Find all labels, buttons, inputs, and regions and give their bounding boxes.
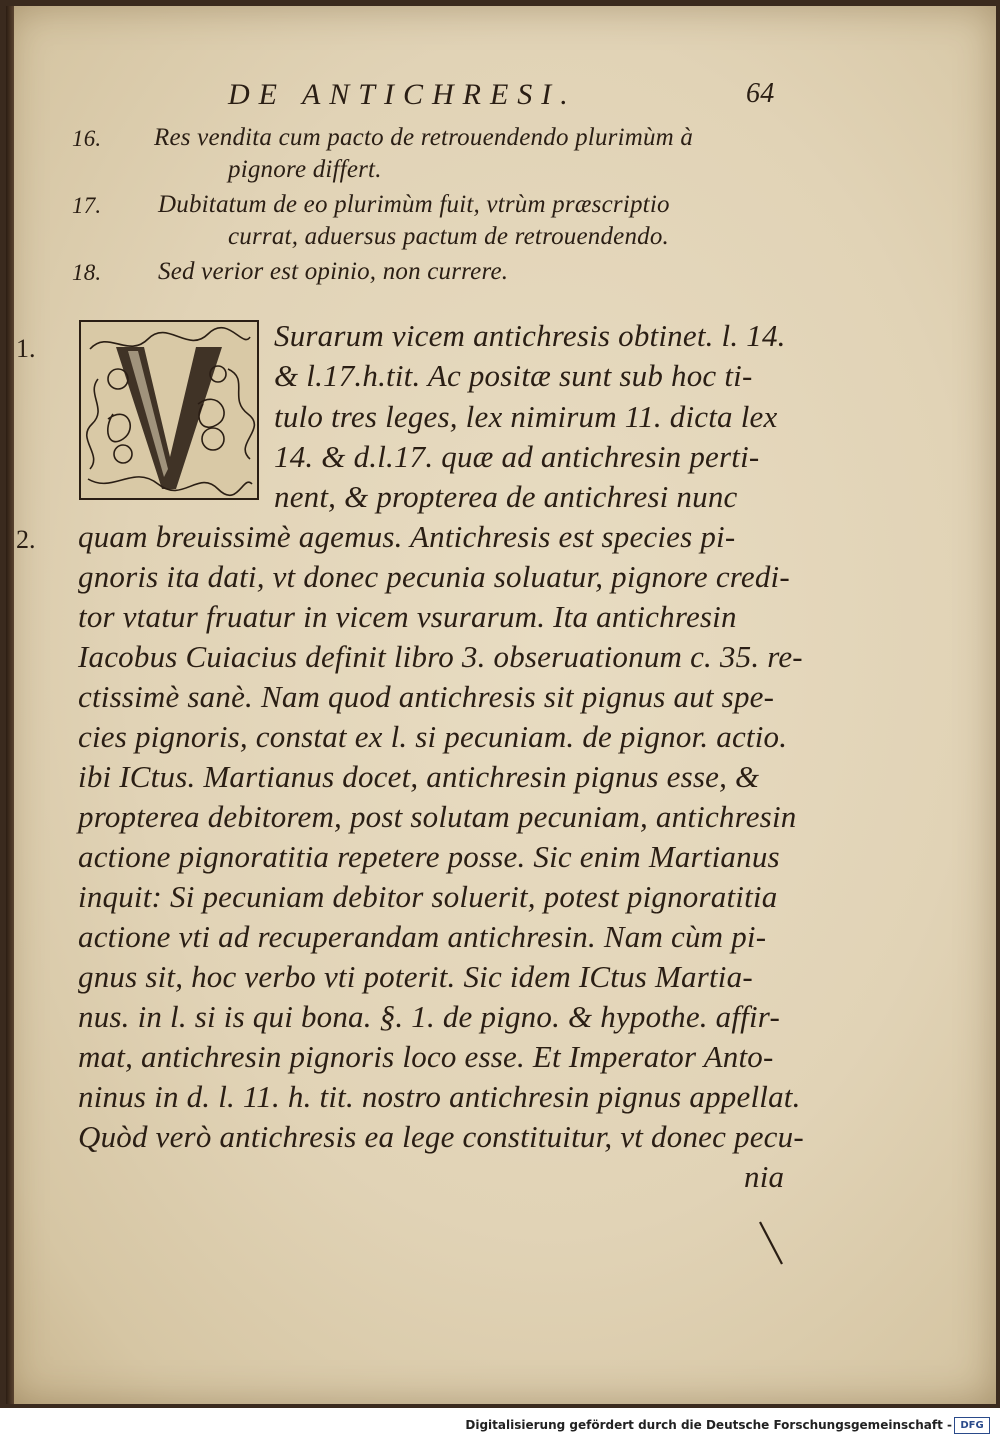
body-text-line: ctissimè sanè. Nam quod antichresis sit pignus aut spe- [78, 679, 775, 714]
digitization-footer [0, 1408, 1000, 1439]
body-text-line: actione vti ad recuperandam antichresin. Nam cùm pi- [78, 919, 767, 954]
body-text-line: & l.17.h.tit. Ac positæ sunt sub hoc ti- [274, 358, 753, 393]
index-entry-number: 17. [72, 193, 102, 218]
body-text-line: Quòd verò antichresis ea lege constituitur, vt donec pecu- [78, 1119, 804, 1154]
body-text-line: quam breuissimè agemus. Antichresis est species pi- [78, 519, 736, 554]
body-text-line: tor vtatur fruatur in vicem vsurarum. Ita antichresin [78, 599, 737, 634]
body-text-line: gnoris ita dati, vt donec pecunia soluatur, pignore credi- [78, 559, 790, 594]
catchword: nia [744, 1159, 785, 1194]
body-text-line: Iacobus Cuiacius definit libro 3. obseruationum c. 35. re- [78, 639, 803, 674]
folio-number: 64 [746, 78, 775, 109]
dfg-logo: DFG [954, 1417, 990, 1434]
body-text-line: Surarum vicem antichresis obtinet. l. 14. [274, 318, 786, 353]
index-entry-line: Sed verior est opinio, non currere. [158, 258, 509, 285]
body-text-line: nus. in l. si is qui bona. §. 1. de pigno. & hypothe. affir- [78, 999, 780, 1034]
body-text-line: nent, & propterea de antichresi nunc [274, 479, 738, 514]
index-entry-line: Dubitatum de eo plurimùm fuit, vtrùm præscriptio [158, 191, 670, 218]
body-text-line: 14. & d.l.17. quæ ad antichresin perti- [274, 439, 760, 474]
index-entry-line: pignore differt. [228, 156, 382, 183]
page-gutter-shadow [6, 6, 14, 1404]
body-text-line: ibi ICtus. Martianus docet, antichresin pignus esse, & [78, 759, 760, 794]
index-entry-line: Res vendita cum pacto de retrouendendo plurimùm à [154, 124, 694, 151]
body-text-line: tulo tres leges, lex nimirum 11. dicta lex [274, 399, 778, 434]
ink-stroke-mark [756, 1218, 786, 1268]
body-text-line: mat, antichresin pignoris loco esse. Et Imperator Anto- [78, 1039, 774, 1074]
index-entry-number: 16. [72, 126, 102, 151]
margin-number: 2. [16, 525, 36, 554]
body-text-line: propterea debitorem, post solutam pecuniam, antichresin [78, 799, 797, 834]
decorated-initial-v [78, 319, 260, 501]
book-page [6, 6, 996, 1404]
body-text-line: ninus in d. l. 11. h. tit. nostro antichresin pignus appellat. [78, 1079, 801, 1114]
funding-credit: Digitalisierung gefördert durch die Deutsche Forschungsgemeinschaft - [465, 1418, 952, 1432]
index-entry-line: currat, aduersus pactum de retrouendendo. [228, 223, 670, 250]
body-text-line: actione pignoratitia repetere posse. Sic enim Martianus [78, 839, 780, 874]
index-entry-number: 18. [72, 260, 102, 285]
body-text-line: cies pignoris, constat ex l. si pecuniam. de pignor. actio. [78, 719, 788, 754]
margin-number: 1. [16, 334, 36, 363]
running-title: DE ANTICHRESI. [228, 78, 577, 111]
body-text-line: gnus sit, hoc verbo vti poterit. Sic idem ICtus Martia- [78, 959, 753, 994]
body-text-line: inquit: Si pecuniam debitor soluerit, potest pignoratitia [78, 879, 778, 914]
